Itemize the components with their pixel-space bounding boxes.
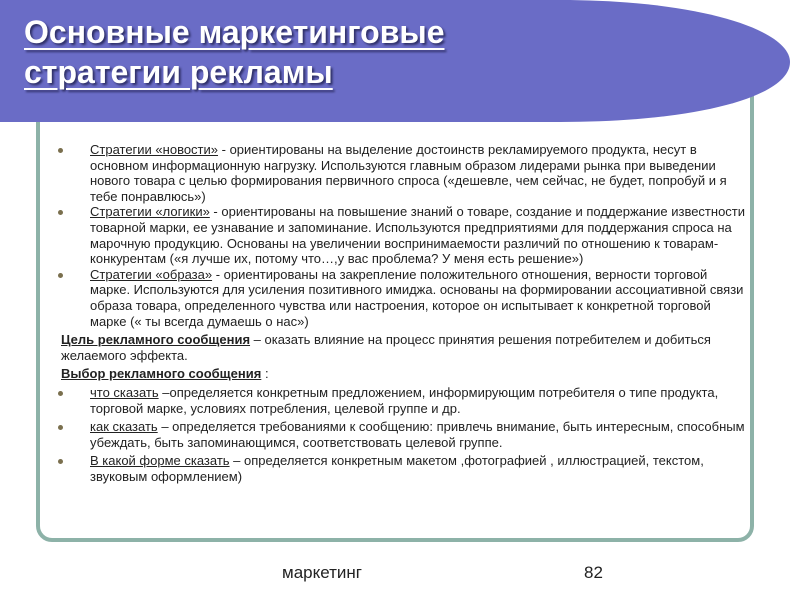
page-number: 82 (584, 563, 603, 582)
goal-term: Цель рекламного сообщения (61, 332, 251, 348)
choice-item-text: – определяется конкретным макетом ,фотографией , иллюстрацией, текстом, звуковым оформлением) (90, 453, 704, 484)
strategy-text: - ориентированы на закрепление положительного отношения, верности торговой марке. Используются для усиления позитивного имиджа. основаны на формировании ассоциативной связи образа товара, определенного чувства или настроения, которое он испытывает к конкретной торговой марке (« ты всегда думаешь о нас») (90, 266, 744, 329)
list-item (58, 419, 748, 450)
choice-heading (61, 366, 748, 382)
bullet-icon (58, 459, 63, 464)
choice-item-text: – определяется требованиями к сообщению: привлечь внимание, быть интересным, способным убеждать, быть запоминающимся, соответствовать целевой группе. (90, 419, 745, 450)
bullet-icon (58, 148, 63, 153)
choice-item-text: –определяется конкретным предложением, информирующим потребителя о типе продукта, торговой марке, условиях потребления, целевой группе и др. (90, 384, 719, 416)
bullet-icon (58, 391, 63, 396)
title-band (0, 0, 800, 128)
goal-text: – оказать влияние на процесс принятия решения потребителем и добиться желаемого эффекта. (61, 332, 711, 363)
bullet-icon (58, 273, 63, 278)
choice-item-term: как сказать (90, 419, 158, 435)
choice-term: Выбор рекламного сообщения (61, 366, 262, 382)
slide-content (58, 142, 748, 484)
strategy-term: Стратегии «логики» (90, 204, 210, 220)
list-item (58, 385, 748, 416)
title-line-1: Основные маркетинговые (24, 14, 445, 50)
strategy-text: - ориентированы на выделение достоинств рекламируемого продукта, несут в основном информационную нагрузку. Используются главным образом лидерами рынка при выведении нового товара с целью формирования первичного спроса («дешевле, чем сейчас, не будет, попробуй и я тебе понравлюсь») (90, 142, 727, 204)
strategy-term: Стратегии «новости» (90, 142, 219, 157)
bullet-icon (58, 210, 63, 215)
strategy-text: - ориентированы на повышение знаний о товаре, создание и поддержание известности товарной марки, ее узнавание и запоминание. Используются предприятиями для поддержания спроса на марочную продукцию. Основаны на увеличении воспринимаемости различий по отношению к товарам-конкурентам («я лучше их, потому что…,у вас проблема? У меня есть решение») (90, 204, 746, 267)
list-item (58, 142, 748, 204)
page-title (24, 12, 444, 92)
footer-label: маркетинг (282, 563, 362, 582)
choice-text: : (261, 366, 269, 382)
choice-item-term: что сказать (90, 384, 159, 400)
list-item (58, 204, 748, 266)
goal-paragraph (61, 332, 748, 363)
choice-item-term: В какой форме сказать (90, 453, 230, 469)
list-item (58, 453, 748, 484)
list-item (58, 267, 748, 329)
bullet-icon (58, 425, 63, 430)
strategy-term: Стратегии «образа» (90, 266, 213, 282)
title-line-2: стратегии рекламы (24, 54, 333, 90)
